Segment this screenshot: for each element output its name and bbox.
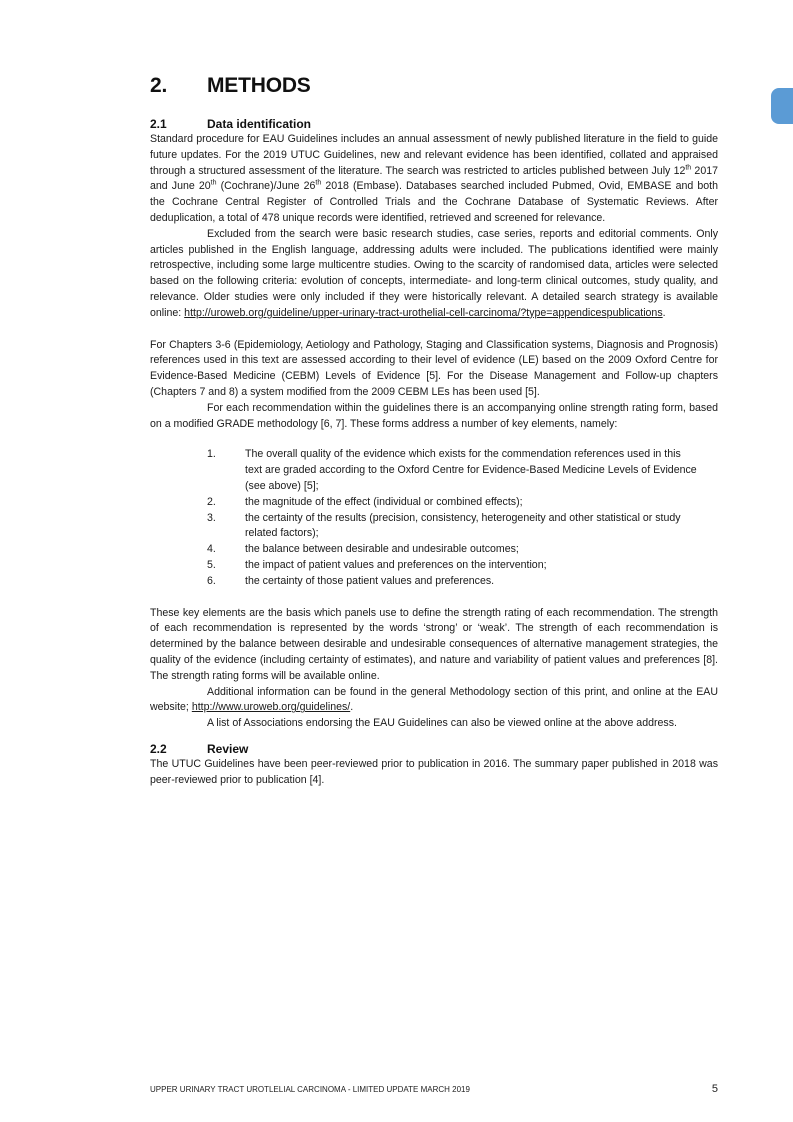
search-strategy-link[interactable]: http://uroweb.org/guideline/upper-urinary-tract-urothelial-cell-carcinoma/?type=appendicespublications	[184, 306, 663, 319]
list-item-text: the certainty of the results (precision, consistency, heterogeneity and other statistical or study related factors);	[245, 511, 681, 540]
list-item-number: 4.	[207, 543, 216, 556]
list-item	[150, 447, 718, 494]
section-number: 2.2	[150, 741, 167, 756]
list-item-text: the impact of patient values and preferences on the intervention;	[245, 558, 547, 571]
paragraph-exclusions: Excluded from the search were basic research studies, case series, reports and editorial comments. Only articles published in the English language, addressing adults were included. The publications identified were mainly retrospective, including some large multicentre studies. Owing to the scarcity of randomised data, articles were selected based on the following criteria: evolution of concepts, intermediate- and long-term clinical outcomes, study quality, and relevance. Older studies were only included if they were historically relevant. A detailed search strategy is available online: http://uroweb.org/guideline/upper-urinary-tract-urothelial-cell-carcinoma/?type=appendicespublications.	[150, 227, 718, 319]
list-item-text: the balance between desirable and undesirable outcomes;	[245, 543, 519, 556]
paragraph-procedure: Standard procedure for EAU Guidelines includes an annual assessment of newly published literature in the field to guide future updates. For the 2019 UTUC Guidelines, new and relevant evidence has been identified, collated and appraised through a structured assessment of the literature. The search was restricted to articles published between July 12th 2017 and June 20th (Cochrane)/June 26th 2018 (Embase). Databases searched included Pubmed, Ovid, EMBASE and both the Cochrane Central Register of Controlled Trials and the Cochrane Database of Systematic Reviews. After deduplication, a total of 478 unique records were identified, retrieved and screened for relevance.	[150, 133, 718, 224]
chapter-number: 2.	[150, 74, 168, 97]
list-item-number: 2.	[207, 495, 216, 508]
list-item	[150, 495, 718, 511]
paragraph-strength-rating: For each recommendation within the guidelines there is an accompanying online strength rating form, based on a modified GRADE methodology [6, 7]. These forms address a number of key elements, namely:	[150, 401, 718, 430]
page-number: 5	[711, 1083, 718, 1095]
section-title: Review	[207, 741, 249, 756]
list-item-number: 5.	[207, 558, 216, 571]
list-item-number: 1.	[207, 448, 216, 461]
section-heading	[150, 116, 718, 132]
list-item	[150, 511, 718, 543]
paragraph-associations: A list of Associations endorsing the EAU Guidelines can also be viewed online at the above address.	[207, 717, 677, 730]
paragraph-key-elements: These key elements are the basis which panels use to define the strength rating of each recommendation. The strength of each recommendation is represented by the words ‘strong’ or ‘weak’. The strength of each recommendation is determined by the balance between desirable and undesirable consequences of alternative management strategies, the quality of the evidence (including certainty of estimates), and nature and variability of patient values and preferences [8]. The strength rating forms will be available online.	[150, 606, 718, 682]
chapter-heading	[150, 74, 311, 98]
chapter-tab-marker	[771, 88, 793, 124]
chapter-title: METHODS	[207, 74, 311, 97]
list-item-text: the magnitude of the effect (individual or combined effects);	[245, 495, 523, 508]
section-number: 2.1	[150, 117, 167, 131]
guidelines-link[interactable]: http://www.uroweb.org/guidelines/	[191, 701, 351, 714]
list-item-number: 6.	[207, 574, 216, 587]
key-elements-list	[150, 447, 718, 589]
list-item	[150, 558, 718, 574]
section-title: Data identification	[207, 117, 312, 131]
list-item	[150, 574, 718, 590]
paragraph-levels-of-evidence: For Chapters 3-6 (Epidemiology, Aetiology and Pathology, Staging and Classification systems, Diagnosis and Prognosis) references used in this text are assessed according to their level of evidence (LE) based on the 2009 Oxford Centre for Evidence-Based Medicine (CEBM) Levels of Evidence [5]. For the Disease Management and Follow-up chapters (Chapters 7 and 8) a system modified from the 2009 CEBM LEs has been used [5].	[150, 338, 718, 398]
list-item	[150, 542, 718, 558]
section-heading-review	[150, 741, 718, 757]
section-2-1	[150, 116, 718, 788]
list-item-text: the certainty of those patient values and preferences.	[245, 574, 495, 587]
page-footer	[150, 1085, 718, 1094]
footer-title: UPPER URINARY TRACT UROTLELIAL CARCINOMA - LIMITED UPDATE MARCH 2019	[150, 1085, 470, 1094]
list-item-number: 3.	[207, 511, 216, 524]
paragraph-review: The UTUC Guidelines have been peer-reviewed prior to publication in 2016. The summary paper published in 2018 was peer-reviewed prior to publication [4].	[150, 757, 718, 786]
list-item-text: The overall quality of the evidence which exists for the commendation references used in this text are graded according to the Oxford Centre for Evidence-Based Medicine Levels of Evidence (see above) [5];	[245, 448, 697, 492]
paragraph-additional-info: Additional information can be found in the general Methodology section of this print, and online at the EAU website; http://www.uroweb.org/guidelines/.	[150, 685, 718, 714]
